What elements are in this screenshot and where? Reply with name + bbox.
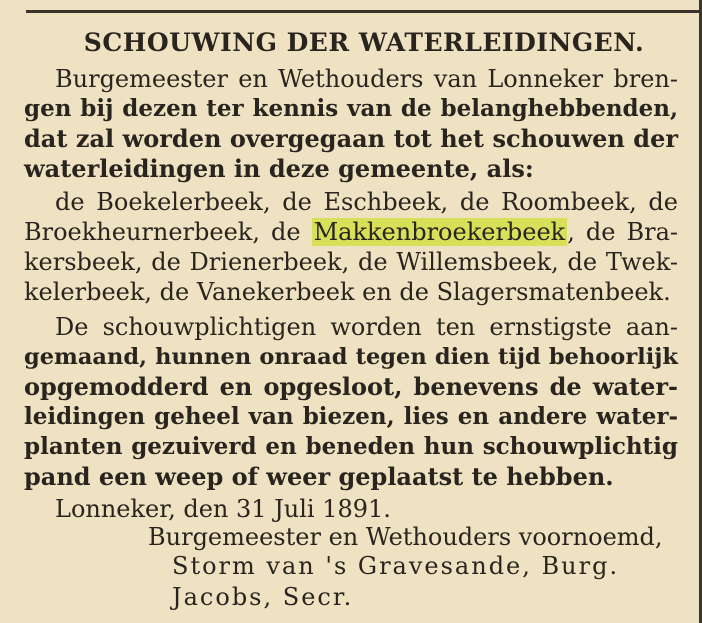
paragraph-line: Burgemeester en Wethouders van Lonneker bren- [55,65,678,93]
line-text: , de Bra- [567,218,678,246]
signature-line: Jacobs, Secr. [172,583,354,611]
highlighted-term: Makkenbroekerbeek [313,218,566,246]
dateline: Lonneker, den 31 Juli 1891. [55,495,391,523]
paragraph-line: leidingen geheel van biezen, lies en andere water- [24,403,678,430]
paragraph-line: kelerbeek, de Vanekerbeek en de Slagersmatenbeek. [24,278,671,306]
paragraph-line: kersbeek, de Drienerbeek, de Willemsbeek, de Twek- [24,248,678,276]
paragraph-line: De schouwplichtigen worden ten ernstigste aan- [55,313,678,341]
article-title: SCHOUWING DER WATERLEIDINGEN. [83,28,645,57]
signature-line: Burgemeester en Wethouders voornoemd, [148,523,663,551]
signature-line: Storm van 's Gravesande, Burg. [172,552,620,580]
paragraph-line: waterleidingen in deze gemeente, als: [24,154,534,183]
top-divider [26,10,702,13]
paragraph-line: opgemodderd en opgesloot, benevens de water- [24,372,678,401]
paragraph-line: dat zal worden overgegaan tot het schouwen der [24,124,678,153]
paragraph-line: gen bij dezen ter kennis van de belanghebbenden, [24,95,678,122]
paragraph-line [24,217,678,247]
paragraph-line: pand een weep of weer geplaatst te hebben. [24,462,614,491]
paragraph-line: planten gezuiverd en beneden hun schouwplichtig [24,433,678,460]
line-text: Broekheurnerbeek, de [24,218,312,246]
paragraph-line: de Boekelerbeek, de Eschbeek, de Roombeek, de [55,188,678,216]
paragraph-line: gemaand, hunnen onraad tegen dien tijd behoorlijk [24,344,678,370]
